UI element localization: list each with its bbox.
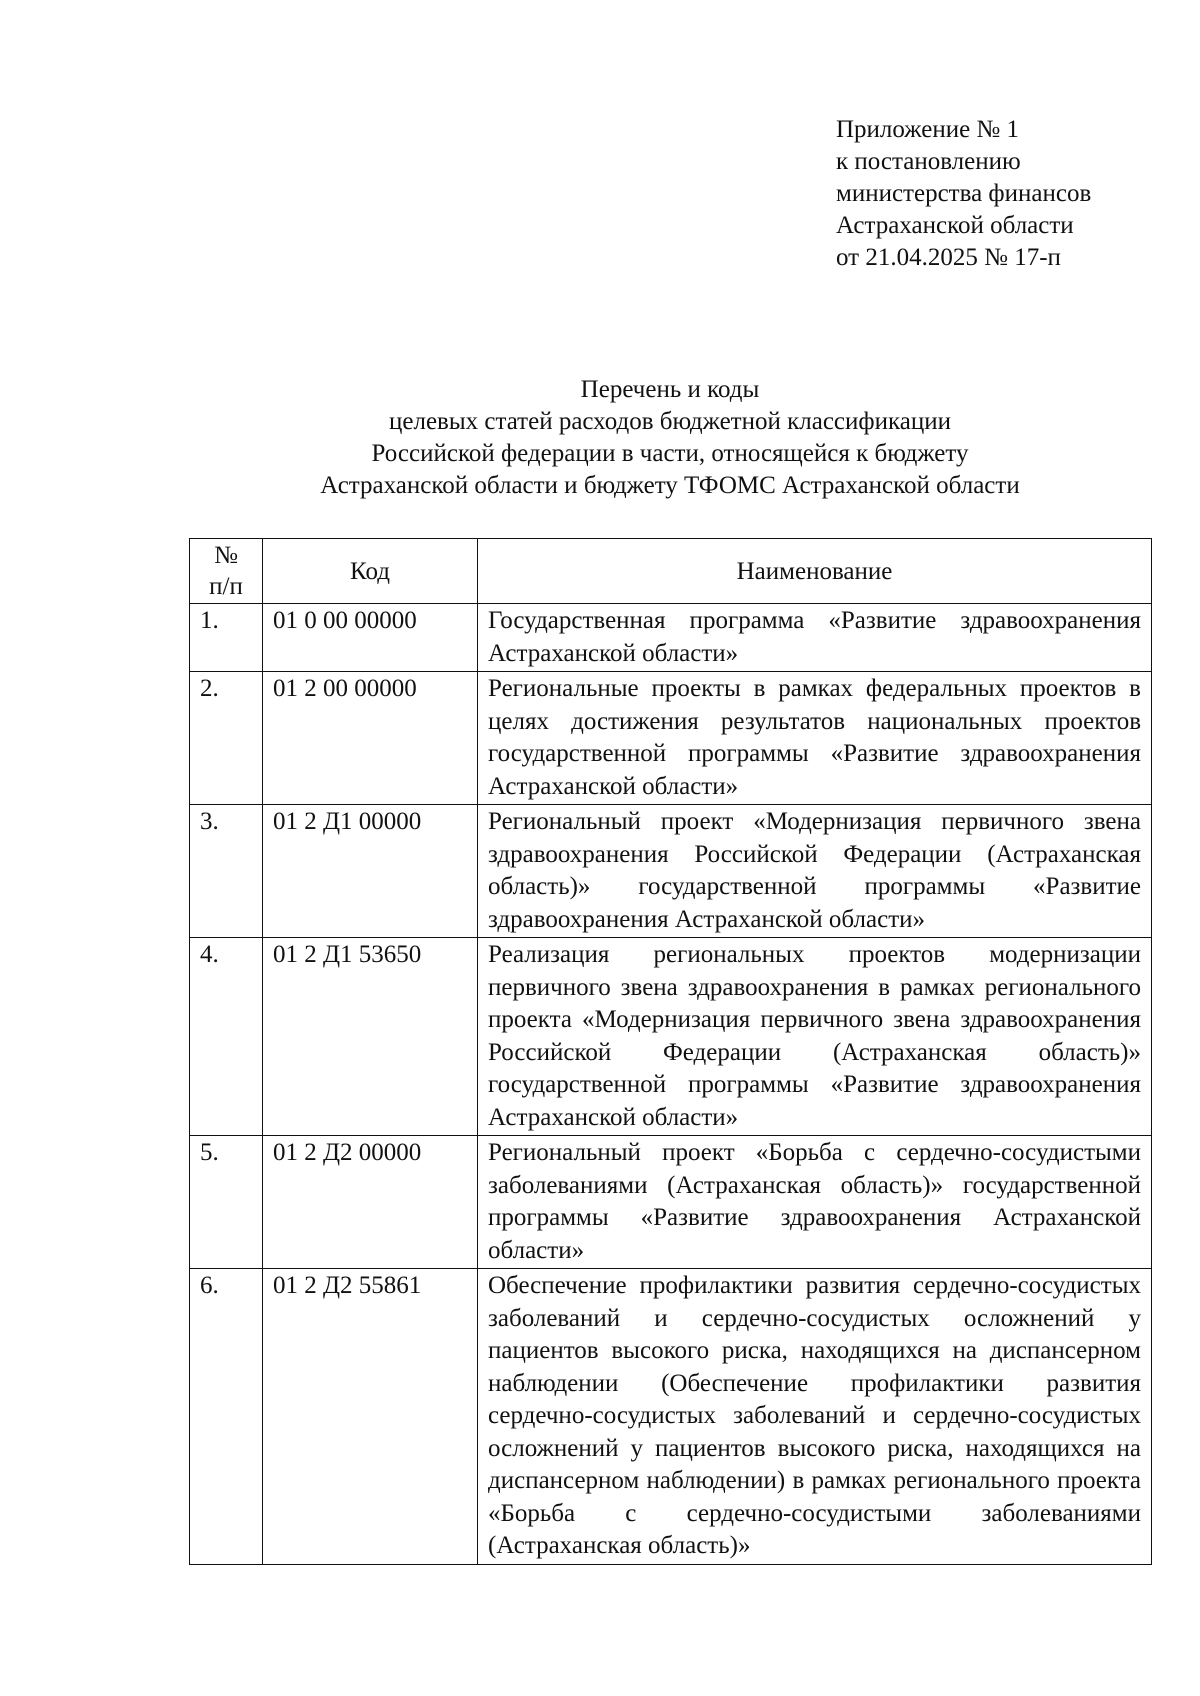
annex-line: от 21.04.2025 № 17-п bbox=[836, 244, 1061, 271]
row-code: 01 0 00 00000 bbox=[263, 604, 478, 672]
title-line: Астраханской области и бюджету ТФОМС Астраханской области bbox=[320, 472, 1020, 499]
table-row bbox=[190, 604, 1152, 672]
annex-line: Астраханской области bbox=[836, 212, 1074, 239]
title-line: Российской федерации в части, относящейся к бюджету bbox=[371, 440, 969, 467]
row-number: 3. bbox=[190, 805, 263, 938]
row-code: 01 2 Д1 00000 bbox=[263, 805, 478, 938]
annex-block bbox=[836, 114, 1091, 274]
row-number: 1. bbox=[190, 604, 263, 672]
row-code: 01 2 Д1 53650 bbox=[263, 938, 478, 1136]
row-name: Региональный проект «Борьба с сердечно-сосудистыми заболеваниями (Астраханская область)» государственной программы «Развитие здравоохранения Астраханской области» bbox=[478, 1136, 1152, 1269]
row-number: 4. bbox=[190, 938, 263, 1136]
codes-table bbox=[189, 538, 1152, 1565]
row-name: Реализация региональных проектов модернизации первичного звена здравоохранения в рамках регионального проекта «Модернизация первичного звена здравоохранения Российской Федерации (Астраханская область)» государственной программы «Развитие здравоохранения Астраханской области» bbox=[478, 938, 1152, 1136]
title-line: целевых статей расходов бюджетной классификации bbox=[389, 408, 951, 435]
annex-line: Приложение № 1 bbox=[836, 116, 1020, 143]
row-code: 01 2 Д2 00000 bbox=[263, 1136, 478, 1269]
title-line: Перечень и коды bbox=[580, 376, 760, 403]
table-row bbox=[190, 1269, 1152, 1565]
annex-line: министерства финансов bbox=[836, 180, 1092, 207]
table-row bbox=[190, 938, 1152, 1136]
header-num bbox=[190, 539, 263, 604]
document-title bbox=[0, 374, 1200, 502]
row-number: 6. bbox=[190, 1269, 263, 1565]
row-number: 2. bbox=[190, 672, 263, 805]
annex-line: к постановлению bbox=[836, 148, 1021, 175]
table-row bbox=[190, 672, 1152, 805]
table-row bbox=[190, 1136, 1152, 1269]
row-name: Обеспечение профилактики развития сердечно-сосудистых заболеваний и сердечно-сосудистых осложнений у пациентов высокого риска, находящихся на диспансерном наблюдении (Обеспечение профилактики развития сердечно-сосудистых заболеваний и сердечно-сосудистых осложнений у пациентов высокого риска, находящихся на диспансерном наблюдении) в рамках регионального проекта «Борьба с сердечно-сосудистыми заболеваниями (Астраханская область)» bbox=[478, 1269, 1152, 1565]
row-name: Региональный проект «Модернизация первичного звена здравоохранения Российской Федерации (Астраханская область)» государственной программы «Развитие здравоохранения Астраханской области» bbox=[478, 805, 1152, 938]
table-row bbox=[190, 805, 1152, 938]
row-name: Государственная программа «Развитие здравоохранения Астраханской области» bbox=[478, 604, 1152, 672]
row-code: 01 2 00 00000 bbox=[263, 672, 478, 805]
header-num-line1: № bbox=[214, 542, 238, 569]
header-code: Код bbox=[263, 539, 478, 604]
row-name: Региональные проекты в рамках федеральных проектов в целях достижения результатов национальных проектов государственной программы «Развитие здравоохранения Астраханской области» bbox=[478, 672, 1152, 805]
table-header-row bbox=[190, 539, 1152, 604]
row-code: 01 2 Д2 55861 bbox=[263, 1269, 478, 1565]
header-num-line2: п/п bbox=[209, 573, 243, 600]
header-name: Наименование bbox=[478, 539, 1152, 604]
row-number: 5. bbox=[190, 1136, 263, 1269]
